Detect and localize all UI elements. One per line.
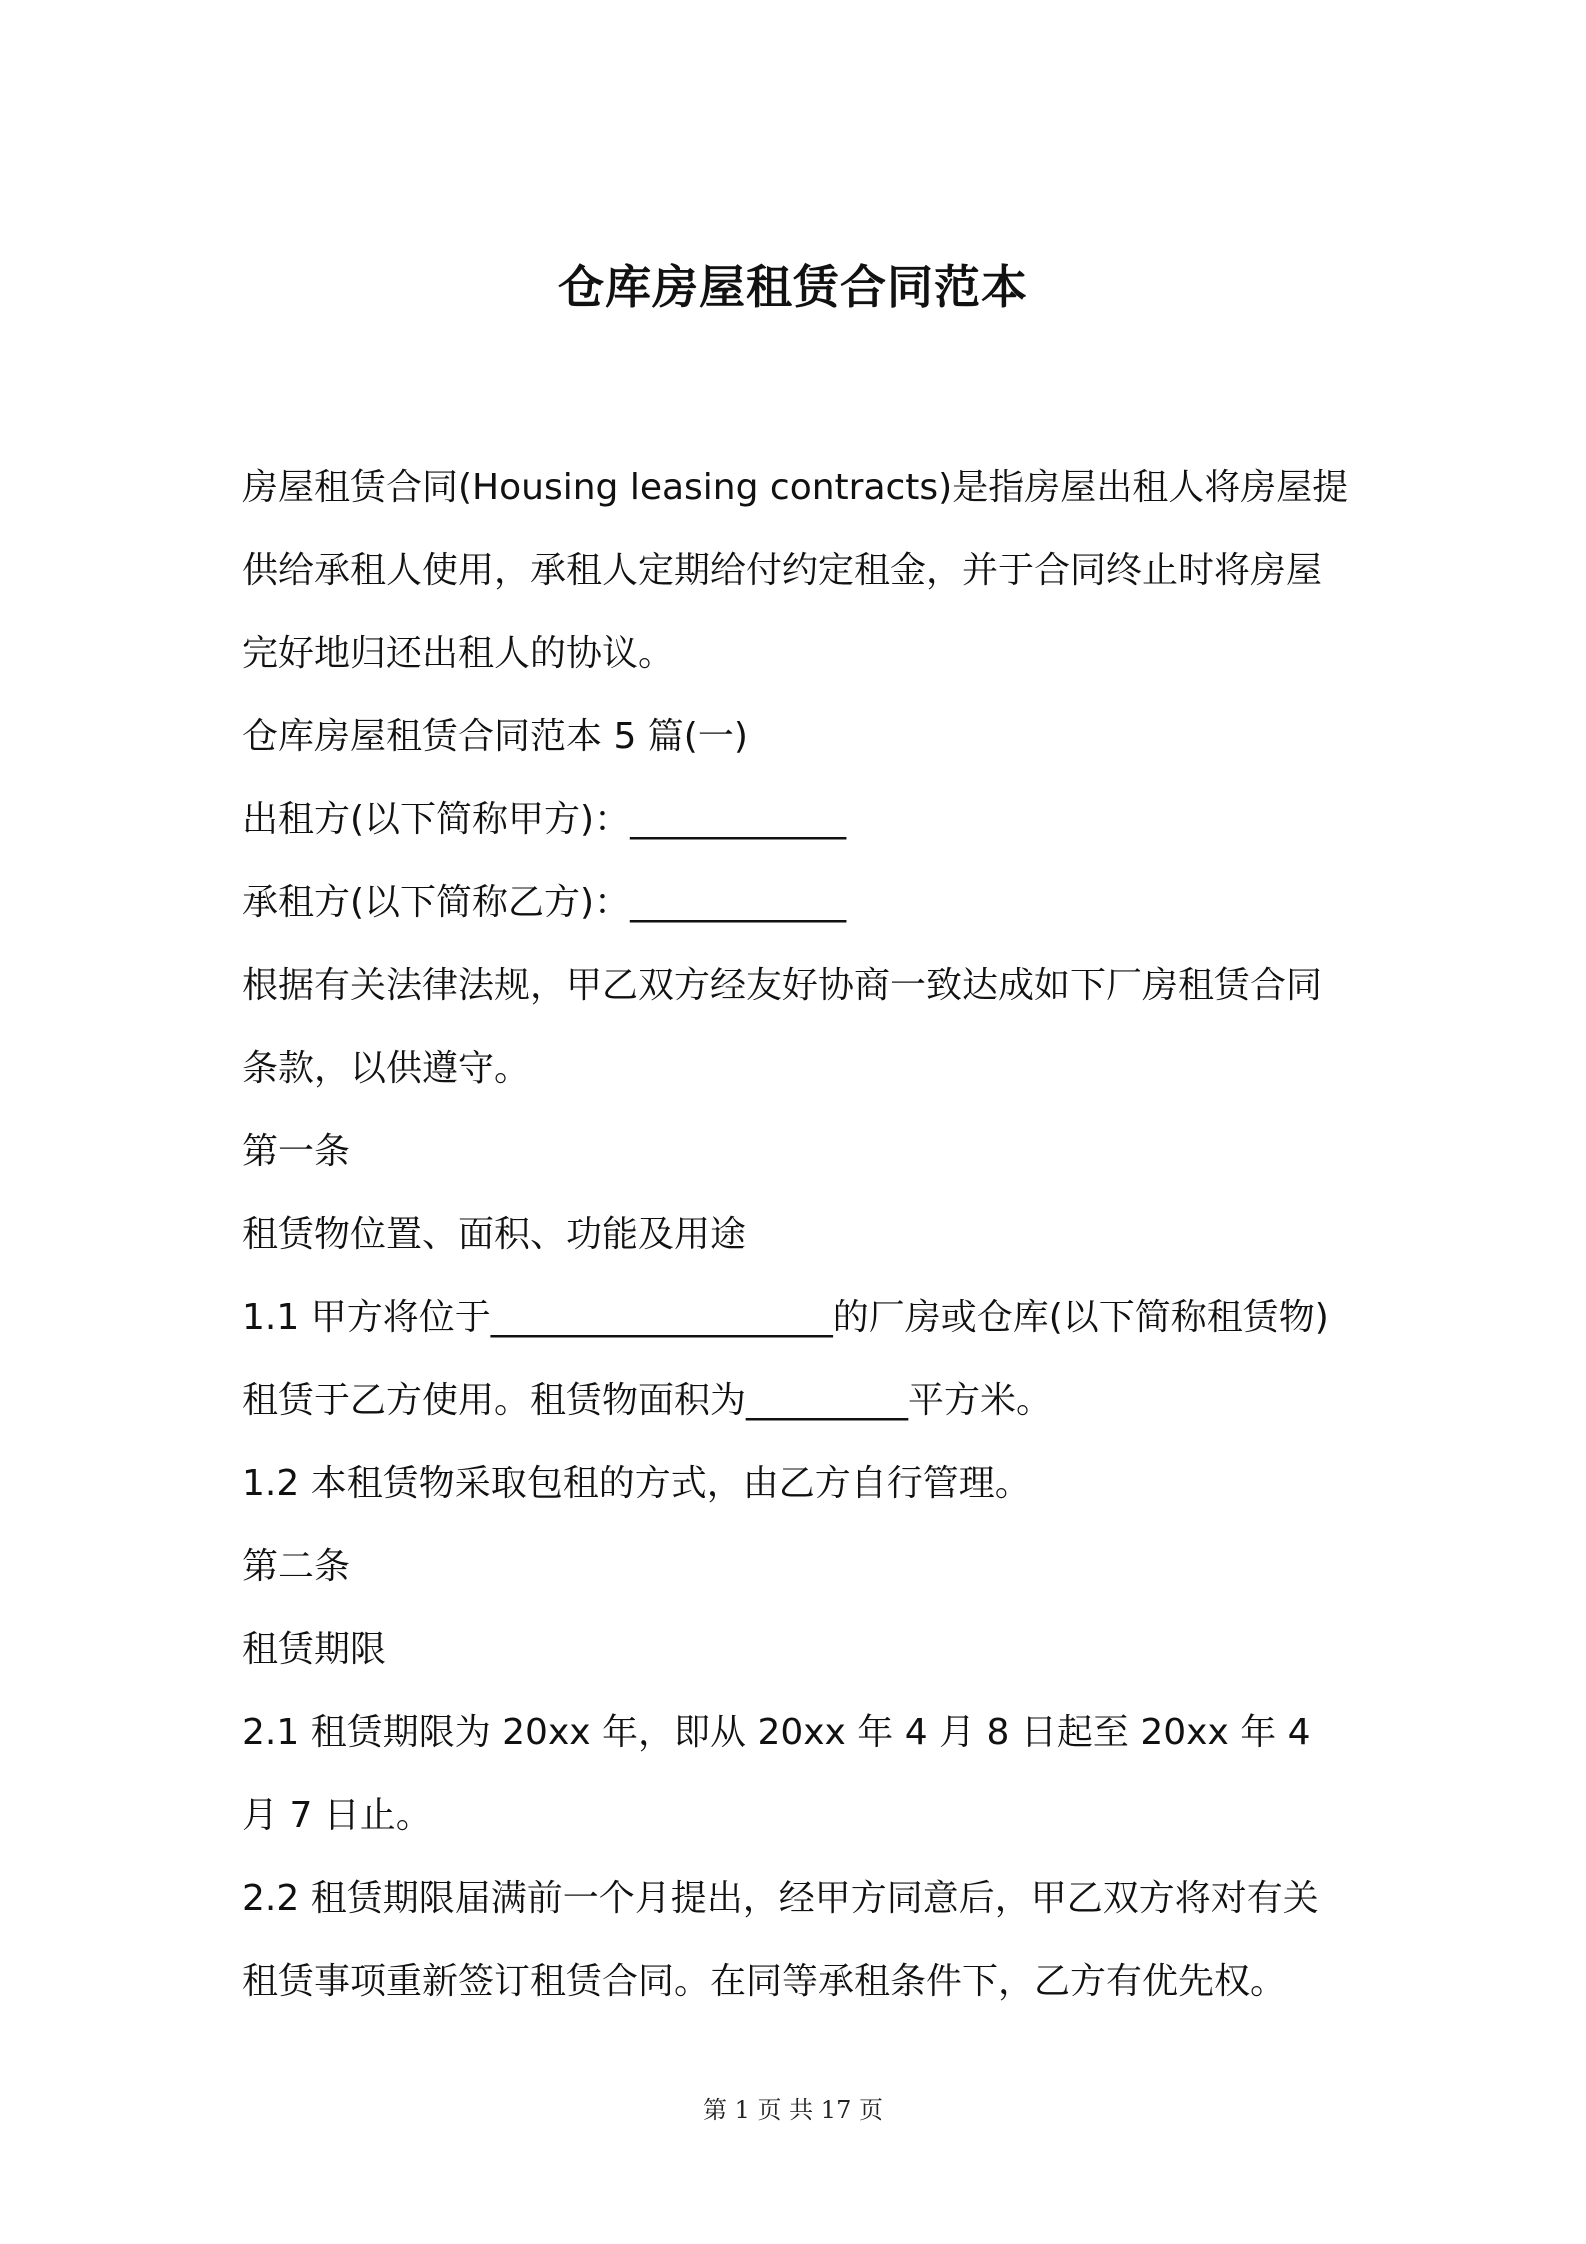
lessor-line: 出租方(以下简称甲方)：____________ <box>242 799 847 840</box>
section-heading: 仓库房屋租赁合同范本 5 篇(一) <box>242 716 748 757</box>
article-1-title: 租赁物位置、面积、功能及用途 <box>242 1214 747 1255</box>
document-body <box>242 446 1352 2023</box>
article-2-heading: 第二条 <box>242 1546 351 1587</box>
lessee-line: 承租方(以下简称乙方)：____________ <box>242 882 847 923</box>
clause-1-1: 1.1 甲方将位于___________________的厂房或仓库(以下简称租赁物)租赁于乙方使用。租赁物面积为_________平方米。 <box>242 1297 1329 1421</box>
document-title: 仓库房屋租赁合同范本 <box>558 260 1028 314</box>
article-2-title: 租赁期限 <box>242 1629 387 1670</box>
page-number: 第 1 页 共 17 页 <box>703 2096 883 2124</box>
clause-1-2: 1.2 本租赁物采取包租的方式，由乙方自行管理。 <box>242 1463 1031 1504</box>
preamble-paragraph: 根据有关法律法规，甲乙双方经友好协商一致达成如下厂房租赁合同条款，以供遵守。 <box>242 965 1323 1089</box>
clause-2-2: 2.2 租赁期限届满前一个月提出，经甲方同意后，甲乙双方将对有关租赁事项重新签订租赁合同。在同等承租条件下，乙方有优先权。 <box>242 1878 1319 2002</box>
article-1-heading: 第一条 <box>242 1131 351 1172</box>
intro-paragraph: 房屋租赁合同(Housing leasing contracts)是指房屋出租人将房屋提供给承租人使用，承租人定期给付约定租金，并于合同终止时将房屋完好地归还出租人的协议。 <box>242 467 1349 674</box>
clause-2-1: 2.1 租赁期限为 20xx 年，即从 20xx 年 4 月 8 日起至 20xx 年 4 月 7 日止。 <box>242 1712 1322 1836</box>
